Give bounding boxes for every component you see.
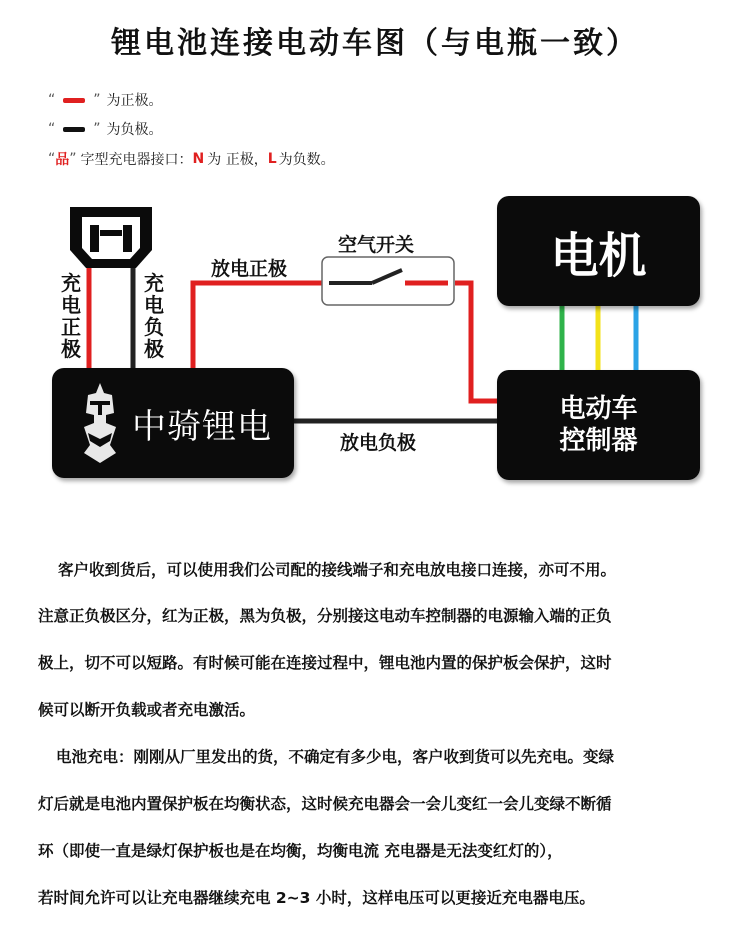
paragraph-2-line-1: 电池充电：刚刚从厂里发出的货，不确定有多少电，客户收到货可以先充电。变绿 (56, 748, 615, 766)
paragraph-2-line-3: 环（即使一直是绿灯保护板也是在均衡，均衡电流 充电器是无法变红灯的）， (38, 842, 563, 860)
plug-note-text-c: 为负数。 (278, 152, 335, 168)
plug-n-letter: N (192, 151, 205, 167)
controller-label-line2: 控制器 (559, 426, 638, 456)
paragraph-1-line-1: 客户收到货后，可以使用我们公司配的接线端子和充电放电接口连接，亦可不用。 (58, 561, 617, 579)
legend-negative-text: 为负极。 (106, 122, 163, 138)
paragraph-2-line-2: 灯后就是电池内置保护板在均衡状态，这时候充电器会一会儿变红一会儿变绿不断循 (38, 795, 612, 813)
plug-note-text-a: 字型充电器接口： (80, 152, 193, 168)
charge-negative-label: 充电负极 (144, 271, 164, 361)
quote-open: “ (48, 121, 56, 137)
quote-open: “ (48, 151, 56, 167)
motor-box (497, 196, 700, 306)
breaker-label: 空气开关 (338, 234, 415, 256)
air-switch (322, 257, 454, 305)
motor-label: 电机 (550, 227, 647, 284)
battery-brand: 中骑锂电 (132, 406, 272, 447)
paragraph-1-line-3: 极上，切不可以短路。有时候可能在连接过程中，锂电池内置的保护板会保护，这时 (38, 654, 612, 672)
plug-note-text-b: 为 正极， (207, 152, 268, 168)
paragraph-1-line-2: 注意正负极区分，红为正极，黑为负极，分别接这电动车控制器的电源输入端的正负 (38, 607, 612, 625)
discharge-positive-label: 放电正极 (211, 258, 288, 280)
controller-box (497, 370, 700, 480)
legend-positive-text: 为正极。 (106, 93, 163, 109)
paragraph-2-line-4: 若时间允许可以让充电器继续充电 2~3 小时，这样电压可以更接近充电器电压。 (38, 889, 595, 907)
paragraph-1-line-4: 候可以断开负载或者充电激活。 (38, 701, 256, 719)
quote-open: “ (48, 92, 56, 108)
charge-positive-label: 充电正极 (61, 271, 81, 361)
quote-close: ” (93, 121, 101, 137)
charger-plug-icon (70, 207, 152, 268)
quote-close: ” (93, 92, 101, 108)
controller-label-line1: 电动车 (559, 394, 638, 424)
plug-l-letter: L (267, 151, 277, 167)
discharge-positive-wire (193, 283, 322, 369)
battery-box (52, 368, 294, 478)
quote-close: ” (69, 151, 77, 167)
plug-char: 品 (55, 152, 70, 168)
knight-logo-icon (76, 379, 124, 467)
page-title: 锂电池连接电动车图（与电瓶一致） (111, 26, 639, 61)
discharge-positive-wire-2 (455, 283, 498, 401)
discharge-negative-label: 放电负极 (340, 432, 417, 454)
